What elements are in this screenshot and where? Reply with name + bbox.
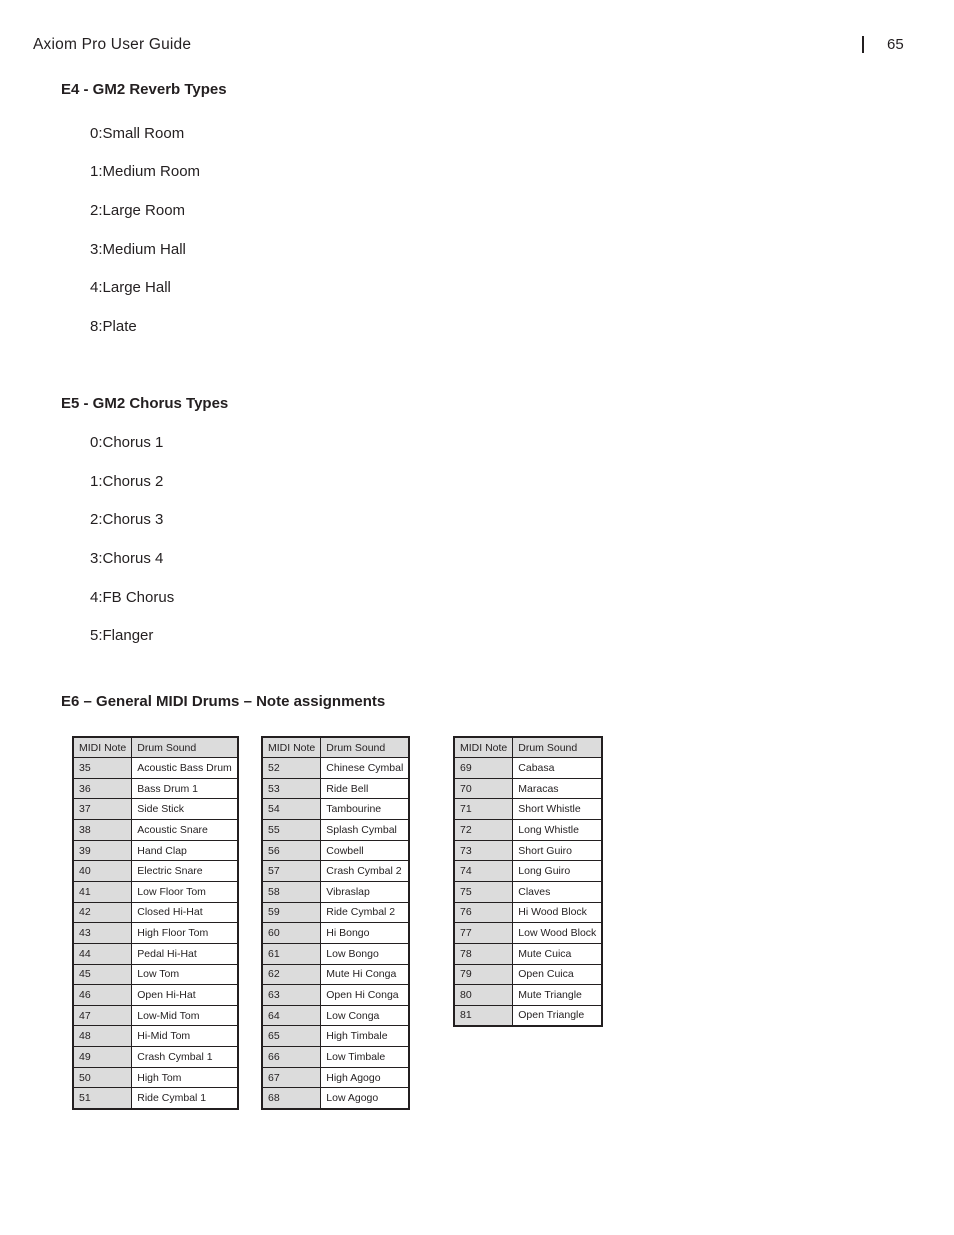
drum-table bbox=[261, 736, 410, 1110]
drum-sound-cell: High Tom bbox=[132, 1067, 238, 1088]
drum-sound-cell: Low Timbale bbox=[321, 1047, 410, 1068]
drum-sound-cell: Hand Clap bbox=[132, 840, 238, 861]
midi-note-cell: 41 bbox=[73, 881, 132, 902]
table-row bbox=[262, 1067, 409, 1088]
chorus-item: 5:Flanger bbox=[90, 627, 154, 644]
midi-note-cell: 58 bbox=[262, 881, 321, 902]
drum-sound-cell: Pedal Hi-Hat bbox=[132, 943, 238, 964]
midi-note-cell: 44 bbox=[73, 943, 132, 964]
reverb-section-title: E4 - GM2 Reverb Types bbox=[61, 81, 227, 98]
midi-note-cell: 36 bbox=[73, 778, 132, 799]
midi-note-cell: 75 bbox=[454, 881, 513, 902]
drum-sound-cell: Short Guiro bbox=[513, 840, 603, 861]
table-row bbox=[454, 881, 602, 902]
table-header-row bbox=[262, 737, 409, 758]
table-row bbox=[454, 799, 602, 820]
drum-sound-cell: Splash Cymbal bbox=[321, 820, 410, 841]
chorus-item: 2:Chorus 3 bbox=[90, 511, 164, 528]
midi-note-cell: 66 bbox=[262, 1047, 321, 1068]
midi-note-cell: 40 bbox=[73, 861, 132, 882]
midi-note-header: MIDI Note bbox=[73, 737, 132, 758]
table-row bbox=[262, 778, 409, 799]
table-row bbox=[73, 1026, 238, 1047]
drum-sound-header: Drum Sound bbox=[513, 737, 603, 758]
header-divider bbox=[862, 36, 864, 53]
drum-sound-cell: Bass Drum 1 bbox=[132, 778, 238, 799]
drum-sound-cell: Acoustic Snare bbox=[132, 820, 238, 841]
drum-sound-cell: High Floor Tom bbox=[132, 923, 238, 944]
table-header-row bbox=[73, 737, 238, 758]
table-row bbox=[73, 923, 238, 944]
midi-note-cell: 55 bbox=[262, 820, 321, 841]
table-row bbox=[73, 778, 238, 799]
table-row bbox=[262, 820, 409, 841]
drum-sound-cell: Low Bongo bbox=[321, 943, 410, 964]
table-row bbox=[262, 1088, 409, 1109]
table-row bbox=[454, 943, 602, 964]
table-row bbox=[73, 1067, 238, 1088]
reverb-item: 3:Medium Hall bbox=[90, 241, 186, 258]
drum-sound-header: Drum Sound bbox=[321, 737, 410, 758]
table-row bbox=[73, 985, 238, 1006]
table-row bbox=[454, 1005, 602, 1026]
drum-sound-cell: Side Stick bbox=[132, 799, 238, 820]
table-row bbox=[73, 943, 238, 964]
table-row bbox=[262, 881, 409, 902]
midi-note-cell: 81 bbox=[454, 1005, 513, 1026]
drum-sound-cell: Hi Wood Block bbox=[513, 902, 603, 923]
midi-note-cell: 63 bbox=[262, 985, 321, 1006]
reverb-item: 4:Large Hall bbox=[90, 279, 171, 296]
page-number: 65 bbox=[887, 36, 904, 53]
drum-sound-cell: Low Wood Block bbox=[513, 923, 603, 944]
midi-note-cell: 35 bbox=[73, 758, 132, 779]
midi-note-cell: 60 bbox=[262, 923, 321, 944]
table-row bbox=[454, 923, 602, 944]
drum-sound-cell: High Timbale bbox=[321, 1026, 410, 1047]
drum-sound-cell: Mute Triangle bbox=[513, 985, 603, 1006]
drum-sound-cell: Claves bbox=[513, 881, 603, 902]
drum-sound-cell: Low Tom bbox=[132, 964, 238, 985]
table-row bbox=[73, 840, 238, 861]
drum-sound-cell: Low Agogo bbox=[321, 1088, 410, 1109]
table-row bbox=[262, 902, 409, 923]
table-row bbox=[73, 1047, 238, 1068]
midi-note-cell: 62 bbox=[262, 964, 321, 985]
midi-note-cell: 43 bbox=[73, 923, 132, 944]
drum-sound-cell: Ride Cymbal 2 bbox=[321, 902, 410, 923]
drum-table bbox=[72, 736, 239, 1110]
midi-note-cell: 77 bbox=[454, 923, 513, 944]
midi-note-cell: 49 bbox=[73, 1047, 132, 1068]
table-row bbox=[73, 881, 238, 902]
reverb-item: 8:Plate bbox=[90, 318, 137, 335]
table-row bbox=[454, 985, 602, 1006]
drum-sound-cell: Closed Hi-Hat bbox=[132, 902, 238, 923]
midi-note-cell: 74 bbox=[454, 861, 513, 882]
midi-note-cell: 42 bbox=[73, 902, 132, 923]
drum-sound-cell: Crash Cymbal 1 bbox=[132, 1047, 238, 1068]
drum-sound-cell: Low Conga bbox=[321, 1005, 410, 1026]
midi-note-cell: 76 bbox=[454, 902, 513, 923]
drum-sound-cell: Cowbell bbox=[321, 840, 410, 861]
chorus-section-title: E5 - GM2 Chorus Types bbox=[61, 395, 229, 412]
drum-sound-cell: Open Cuica bbox=[513, 964, 603, 985]
drum-sound-cell: Long Whistle bbox=[513, 820, 603, 841]
table-row bbox=[262, 840, 409, 861]
table-row bbox=[73, 1088, 238, 1109]
table-row bbox=[454, 902, 602, 923]
chorus-item: 4:FB Chorus bbox=[90, 589, 175, 606]
midi-note-cell: 54 bbox=[262, 799, 321, 820]
midi-note-cell: 61 bbox=[262, 943, 321, 964]
reverb-item: 0:Small Room bbox=[90, 125, 185, 142]
midi-note-cell: 50 bbox=[73, 1067, 132, 1088]
midi-note-cell: 65 bbox=[262, 1026, 321, 1047]
midi-note-header: MIDI Note bbox=[262, 737, 321, 758]
table-row bbox=[73, 820, 238, 841]
reverb-item: 1:Medium Room bbox=[90, 163, 201, 180]
table-row bbox=[454, 861, 602, 882]
table-row bbox=[262, 1026, 409, 1047]
midi-note-cell: 71 bbox=[454, 799, 513, 820]
midi-note-cell: 78 bbox=[454, 943, 513, 964]
running-head: Axiom Pro User Guide bbox=[33, 36, 192, 53]
midi-note-cell: 38 bbox=[73, 820, 132, 841]
drum-sound-header: Drum Sound bbox=[132, 737, 238, 758]
table-row bbox=[73, 1005, 238, 1026]
midi-note-cell: 39 bbox=[73, 840, 132, 861]
drum-sound-cell: Hi-Mid Tom bbox=[132, 1026, 238, 1047]
table-row bbox=[454, 840, 602, 861]
drums-section-title: E6 – General MIDI Drums – Note assignments bbox=[61, 693, 386, 710]
table-header-row bbox=[454, 737, 602, 758]
chorus-item: 1:Chorus 2 bbox=[90, 473, 164, 490]
table-row bbox=[454, 820, 602, 841]
table-row bbox=[73, 758, 238, 779]
table-row bbox=[262, 799, 409, 820]
drum-sound-cell: Cabasa bbox=[513, 758, 603, 779]
table-row bbox=[262, 758, 409, 779]
table-row bbox=[262, 943, 409, 964]
table-row bbox=[73, 799, 238, 820]
midi-note-cell: 47 bbox=[73, 1005, 132, 1026]
drum-sound-cell: Hi Bongo bbox=[321, 923, 410, 944]
midi-note-header: MIDI Note bbox=[454, 737, 513, 758]
table-row bbox=[73, 964, 238, 985]
chorus-item: 0:Chorus 1 bbox=[90, 434, 164, 451]
table-row bbox=[454, 758, 602, 779]
table-row bbox=[262, 861, 409, 882]
drum-sound-cell: Open Hi-Hat bbox=[132, 985, 238, 1006]
midi-note-cell: 51 bbox=[73, 1088, 132, 1109]
drum-table bbox=[453, 736, 603, 1027]
drum-sound-cell: Acoustic Bass Drum bbox=[132, 758, 238, 779]
midi-note-cell: 52 bbox=[262, 758, 321, 779]
midi-note-cell: 59 bbox=[262, 902, 321, 923]
drum-sound-cell: Chinese Cymbal bbox=[321, 758, 410, 779]
drum-sound-cell: Maracas bbox=[513, 778, 603, 799]
drum-sound-cell: Low-Mid Tom bbox=[132, 1005, 238, 1026]
drum-sound-cell: Short Whistle bbox=[513, 799, 603, 820]
midi-note-cell: 72 bbox=[454, 820, 513, 841]
midi-note-cell: 68 bbox=[262, 1088, 321, 1109]
drum-sound-cell: Ride Cymbal 1 bbox=[132, 1088, 238, 1109]
midi-note-cell: 57 bbox=[262, 861, 321, 882]
drum-sound-cell: Mute Hi Conga bbox=[321, 964, 410, 985]
table-row bbox=[454, 778, 602, 799]
midi-note-cell: 48 bbox=[73, 1026, 132, 1047]
table-row bbox=[262, 964, 409, 985]
midi-note-cell: 67 bbox=[262, 1067, 321, 1088]
drum-sound-cell: Crash Cymbal 2 bbox=[321, 861, 410, 882]
midi-note-cell: 53 bbox=[262, 778, 321, 799]
table-row bbox=[262, 923, 409, 944]
drum-sound-cell: High Agogo bbox=[321, 1067, 410, 1088]
table-row bbox=[73, 902, 238, 923]
midi-note-cell: 46 bbox=[73, 985, 132, 1006]
drum-sound-cell: Open Hi Conga bbox=[321, 985, 410, 1006]
reverb-item: 2:Large Room bbox=[90, 202, 186, 219]
drum-sound-cell: Vibraslap bbox=[321, 881, 410, 902]
table-row bbox=[262, 985, 409, 1006]
midi-note-cell: 64 bbox=[262, 1005, 321, 1026]
drum-sound-cell: Low Floor Tom bbox=[132, 881, 238, 902]
table-row bbox=[262, 1047, 409, 1068]
midi-note-cell: 37 bbox=[73, 799, 132, 820]
midi-note-cell: 70 bbox=[454, 778, 513, 799]
midi-note-cell: 69 bbox=[454, 758, 513, 779]
drum-sound-cell: Tambourine bbox=[321, 799, 410, 820]
table-row bbox=[262, 1005, 409, 1026]
drum-sound-cell: Long Guiro bbox=[513, 861, 603, 882]
midi-note-cell: 45 bbox=[73, 964, 132, 985]
drum-sound-cell: Ride Bell bbox=[321, 778, 410, 799]
chorus-item: 3:Chorus 4 bbox=[90, 550, 164, 567]
table-row bbox=[454, 964, 602, 985]
midi-note-cell: 79 bbox=[454, 964, 513, 985]
midi-note-cell: 80 bbox=[454, 985, 513, 1006]
table-row bbox=[73, 861, 238, 882]
midi-note-cell: 56 bbox=[262, 840, 321, 861]
midi-note-cell: 73 bbox=[454, 840, 513, 861]
drum-sound-cell: Open Triangle bbox=[513, 1005, 603, 1026]
drum-sound-cell: Mute Cuica bbox=[513, 943, 603, 964]
drum-sound-cell: Electric Snare bbox=[132, 861, 238, 882]
